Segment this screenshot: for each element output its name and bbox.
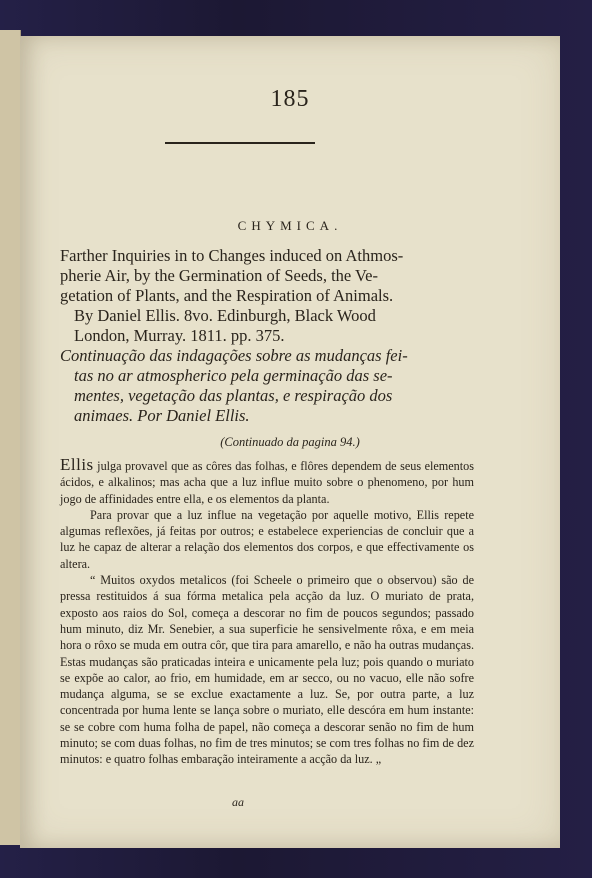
english-title-line: pherie Air, by the Germination of Seeds, the Ve- [60,266,378,285]
article-body [60,457,474,768]
portuguese-title-line: tas no ar atmospherico pela germinação das se- [74,366,393,385]
english-title-line: London, Murray. 1811. pp. 375. [74,326,285,345]
paragraph-1 [60,457,474,507]
book-page [20,36,560,848]
english-title-line: getation of Plants, and the Respiration of Animals. [60,286,394,305]
dropcap-word: Ellis [60,455,94,474]
english-title [60,246,480,346]
continued-note: (Continuado da pagina 94.) [220,435,360,449]
page-number: 185 [270,86,310,112]
show-through-text [75,154,455,166]
portuguese-title-line: Continuação das indagações sobre as mudanças fei- [60,346,408,365]
portuguese-title [60,346,480,426]
portuguese-title-line: animaes. Por Daniel Ellis. [74,406,250,425]
signature-mark: aa [232,795,244,809]
portuguese-title-line: mentes, vegetação das plantas, e respiração dos [74,386,393,405]
paragraph-3: “ Muitos oxydos metalicos (foi Scheele o primeiro que o observou) são de pressa restituidos á sua fórma metalica pela acção da luz. O muriato de prata, exposto aos raios do Sol, começa a descorar no fim de poucos segundos; passado hum minuto, diz Mr. Senebier, a sua superficie he sensivelmente rôxa, e em meia hora o rôxo se muda em outra côr, que tira para amarello, e não ha outras mudanças. Estas mudanças são praticadas inteira e unicamente pela luz; pois quando o muriato se expõe ao calor, ao frio, em humidade, em ar secco, ou no vacuo, elle não sofre mudança alguma, se se exclue exactamente a luz. Se, por outra parte, a luz concentrada por huma lente se lança sobre o muriato, elle descóra em hum instante: se se cobre com huma folha de papel, não começa a descorar senão no fim de hum minuto; se com duas folhas, no fim de tres minutos; se com tres folhas no fim de dez minutos: e quatro folhas embaração inteiramente a acção da luz. „ [60,573,474,767]
paragraph-1-text: julga provavel que as côres das folhas, e flôres dependem de seus elementos ácidos, e alkalinos; mas acha que a luz influe muito sobre o phenomeno, por hum jogo de affinidades entre ella, e os elementos da planta. [60,459,474,506]
header-rule [165,142,315,144]
section-title: CHYMICA. [237,218,343,233]
english-title-line: By Daniel Ellis. 8vo. Edinburgh, Black Wood [74,306,376,325]
paragraph-2: Para provar que a luz influe na vegetação por aquelle motivo, Ellis repete algumas reflexões, já feitas por outros; e estabelece experiencias de concluir que a luz he capaz de alterar a relação dos elementos dos corpos, e que effectivamente os altera. [60,507,474,571]
previous-page-edge [0,30,21,845]
english-title-line: Farther Inquiries in to Changes induced on Athmos- [60,246,404,265]
